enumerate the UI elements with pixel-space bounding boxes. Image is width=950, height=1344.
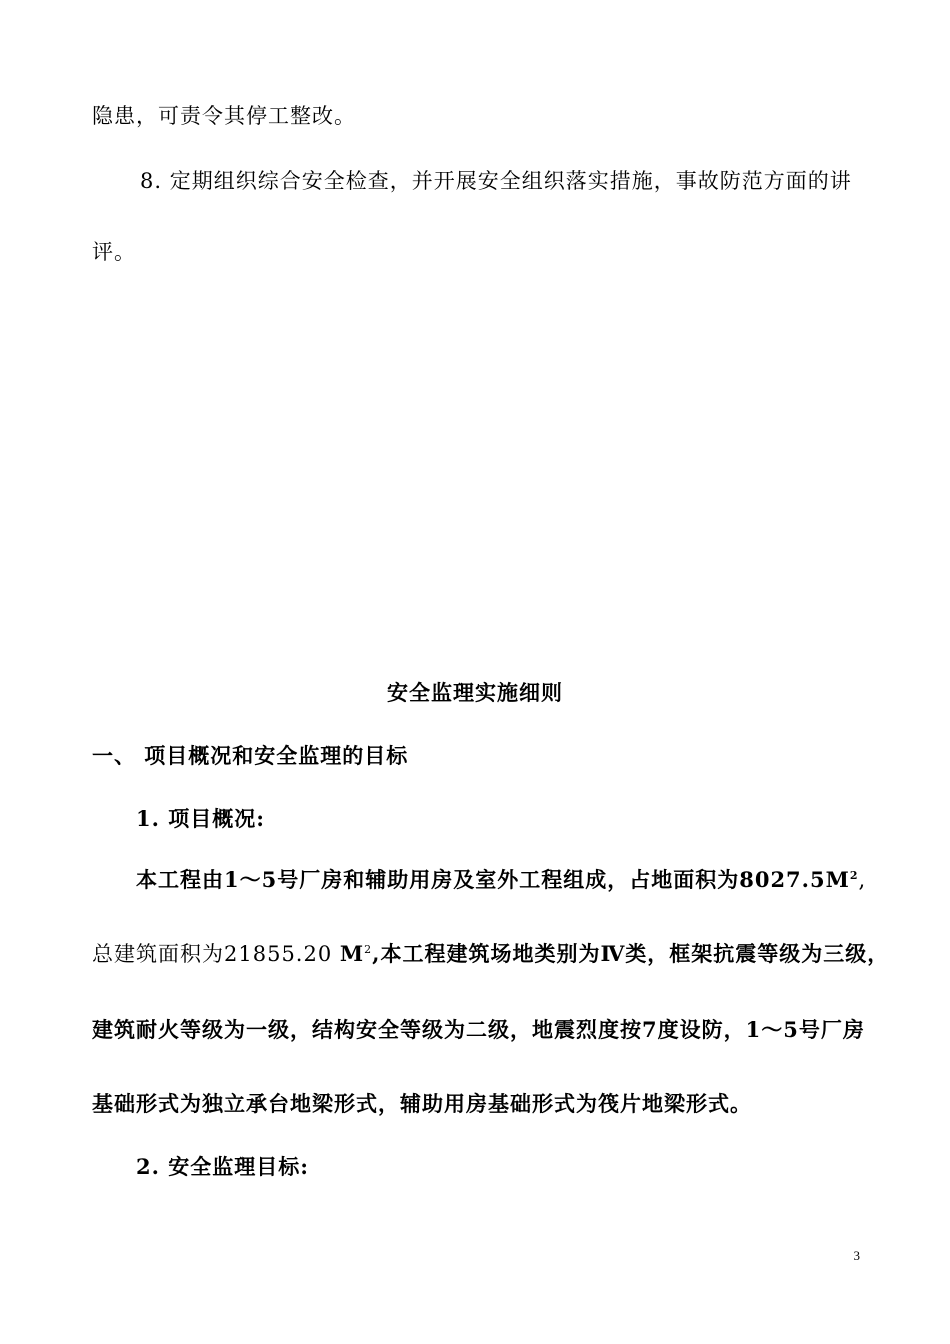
paragraph-line-hazard: 隐患，可责令其停工整改。 [92,104,356,128]
subsection-heading-safety-goals: 2. 安全监理目标: [136,1154,309,1179]
superscript-2: 2 [849,869,859,882]
overview-line2-part-b: M [339,941,365,966]
overview-line1-text: 本工程由1～5号厂房和辅助用房及室外工程组成，占地面积为8027.5M [136,867,850,892]
superscript-2: 2 [364,943,373,956]
page-number: 3 [853,1248,860,1263]
list-item-8-line1: 8. 定期组织综合安全检查，并开展安全组织落实措施，事故防范方面的讲 [140,169,852,193]
document-title: 安全监理实施细则 [387,680,563,705]
overview-line2-part-c: ,本工程建筑场地类别为Ⅳ类，框架抗震等级为三级， [372,941,890,966]
section-heading-1: 一、 项目概况和安全监理的目标 [92,743,409,768]
overview-line2-part-a: 总建筑面积为21855.20 [92,942,340,966]
subsection-heading-project-overview: 1. 项目概况: [136,806,265,831]
overview-line1-end: , [858,868,867,892]
overview-paragraph-line2 [92,940,889,968]
overview-paragraph-line3: 建筑耐火等级为一级，结构安全等级为二级，地震烈度按7度设防，1～5号厂房 [92,1017,865,1042]
overview-paragraph-line1 [136,866,866,894]
list-item-8-line2: 评。 [92,240,136,264]
overview-paragraph-line4: 基础形式为独立承台地梁形式，辅助用房基础形式为筏片地梁形式。 [92,1091,752,1116]
